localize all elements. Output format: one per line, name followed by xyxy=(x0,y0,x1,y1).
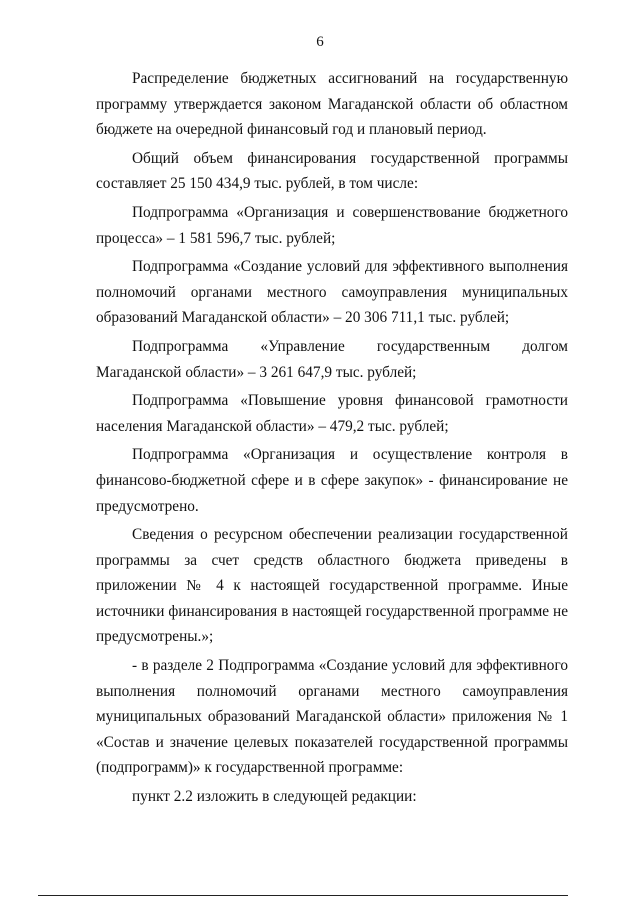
paragraph-subprogram-budget-process: Подпрограмма «Организация и совершенствование бюджетного процесса» – 1 581 596,7 тыс. рублей; xyxy=(96,203,568,247)
page-number: 6 xyxy=(316,34,324,50)
paragraph-budget-allocation: Распределение бюджетных ассигнований на государственную программу утверждается законом Магаданской области об областном бюджете на очередной финансовый год и плановый период. xyxy=(96,70,568,139)
paragraph-subprogram-debt-management: Подпрограмма «Управление государственным долгом Магаданской области» – 3 261 647,9 тыс. рублей; xyxy=(96,337,568,381)
paragraph-total-financing: Общий объем финансирования государственной программы составляет 25 150 434,9 тыс. рублей, в том числе: xyxy=(96,149,568,193)
paragraph-subprogram-local-government: Подпрограмма «Создание условий для эффективного выполнения полномочий органами местного самоуправления муниципальных образований Магаданской области» – 20 306 711,1 тыс. рублей; xyxy=(96,258,568,327)
paragraph-item-2-2: пункт 2.2 изложить в следующей редакции: xyxy=(132,788,417,806)
paragraph-subprogram-control: Подпрограмма «Организация и осуществление контроля в финансово-бюджетной сфере и в сфере закупок» - финансирование не предусмотрено. xyxy=(96,446,568,515)
paragraph-resource-provision: Сведения о ресурсном обеспечении реализации государственной программы за счет средств областного бюджета приведены в приложении № 4 к настоящей государственной программе. Иные источники финансирования в настоящей государственной программе не предусмотрены.»; xyxy=(96,526,568,646)
paragraph-subprogram-financial-literacy: Подпрограмма «Повышение уровня финансовой грамотности населения Магаданской области» – 479,2 тыс. рублей; xyxy=(96,392,568,435)
bottom-divider xyxy=(38,895,568,896)
document-body xyxy=(96,66,568,810)
paragraph-section-2-amendment: - в разделе 2 Подпрограмма «Создание условий для эффективного выполнения полномочий органами местного самоуправления муниципальных образований Магаданской области» приложения № 1 «Состав и значение целевых показателей государственной программы (подпрограмм)» к государственной программе: xyxy=(96,657,568,777)
